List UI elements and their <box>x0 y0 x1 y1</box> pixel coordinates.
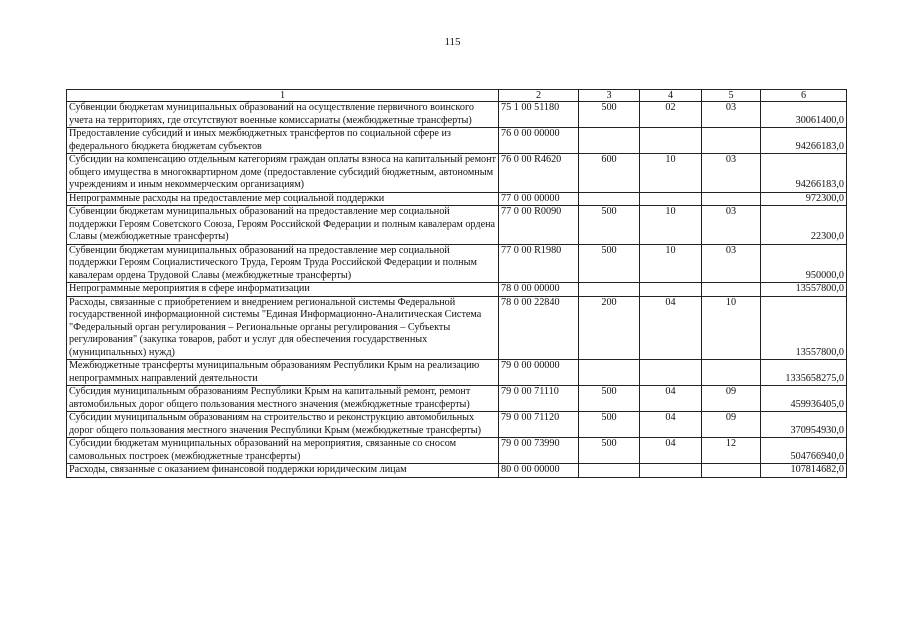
header-cell: 6 <box>761 90 847 102</box>
table-row <box>67 438 847 464</box>
cell-code: 80 0 00 00000 <box>499 464 579 478</box>
cell-section <box>640 464 702 478</box>
cell-amount: 1335658275,0 <box>761 360 847 386</box>
cell-section <box>640 283 702 297</box>
cell-name: Предоставление субсидий и иных межбюджетных трансфертов по социальной сфере из федерального бюджета бюджетам субъектов <box>67 128 499 154</box>
cell-section <box>640 192 702 206</box>
header-cell: 3 <box>579 90 640 102</box>
cell-amount: 94266183,0 <box>761 154 847 193</box>
cell-group: 500 <box>579 438 640 464</box>
table-row <box>67 192 847 206</box>
cell-code: 78 0 00 22840 <box>499 296 579 360</box>
cell-name: Субвенции бюджетам муниципальных образований на предоставление мер социальной поддержки Героям Советского Союза, Героям Российской Федерации и полным кавалерам ордена Славы (межбюджетные трансферты) <box>67 206 499 245</box>
cell-code: 79 0 00 71120 <box>499 412 579 438</box>
cell-group: 500 <box>579 412 640 438</box>
cell-group <box>579 283 640 297</box>
header-cell: 4 <box>640 90 702 102</box>
cell-group: 500 <box>579 244 640 283</box>
cell-name: Непрограммные мероприятия в сфере информатизации <box>67 283 499 297</box>
cell-subsection: 03 <box>702 244 761 283</box>
cell-code: 78 0 00 00000 <box>499 283 579 297</box>
cell-amount: 504766940,0 <box>761 438 847 464</box>
cell-section: 04 <box>640 438 702 464</box>
cell-code: 79 0 00 71110 <box>499 386 579 412</box>
cell-code: 75 1 00 51180 <box>499 102 579 128</box>
cell-amount: 107814682,0 <box>761 464 847 478</box>
cell-subsection: 09 <box>702 386 761 412</box>
cell-subsection <box>702 128 761 154</box>
header-cell: 2 <box>499 90 579 102</box>
cell-subsection <box>702 360 761 386</box>
table-row <box>67 464 847 478</box>
cell-amount: 30061400,0 <box>761 102 847 128</box>
cell-subsection: 12 <box>702 438 761 464</box>
cell-amount: 22300,0 <box>761 206 847 245</box>
cell-group <box>579 192 640 206</box>
cell-amount: 950000,0 <box>761 244 847 283</box>
cell-name: Расходы, связанные с приобретением и внедрением региональной системы Федеральной государственной информационной системы "Единая Информационно-Аналитическая Система "Федеральный орган регулирования – Региональные органы регулирования – Субъекты регулирования" (закупка товаров, работ и услуг для обеспечения государственных (муниципальных) нужд) <box>67 296 499 360</box>
cell-subsection: 09 <box>702 412 761 438</box>
cell-name: Субсидия муниципальным образованиям Республики Крым на капитальный ремонт, ремонт автомобильных дорог общего пользования местного значения (межбюджетные трансферты) <box>67 386 499 412</box>
cell-amount: 459936405,0 <box>761 386 847 412</box>
cell-subsection: 03 <box>702 102 761 128</box>
cell-group <box>579 360 640 386</box>
cell-amount: 94266183,0 <box>761 128 847 154</box>
cell-group: 500 <box>579 386 640 412</box>
header-cell: 5 <box>702 90 761 102</box>
cell-amount: 13557800,0 <box>761 283 847 297</box>
cell-subsection: 10 <box>702 296 761 360</box>
cell-group: 200 <box>579 296 640 360</box>
cell-amount: 13557800,0 <box>761 296 847 360</box>
cell-section <box>640 360 702 386</box>
cell-code: 76 0 00 R4620 <box>499 154 579 193</box>
cell-section <box>640 128 702 154</box>
cell-group: 500 <box>579 206 640 245</box>
cell-code: 77 0 00 00000 <box>499 192 579 206</box>
table-row <box>67 283 847 297</box>
cell-code: 77 0 00 R0090 <box>499 206 579 245</box>
table-body <box>67 90 847 478</box>
cell-section: 04 <box>640 412 702 438</box>
table-row <box>67 296 847 360</box>
cell-code: 79 0 00 00000 <box>499 360 579 386</box>
cell-name: Расходы, связанные с оказанием финансовой поддержки юридическим лицам <box>67 464 499 478</box>
table-row <box>67 102 847 128</box>
cell-code: 77 0 00 R1980 <box>499 244 579 283</box>
cell-name: Непрограммные расходы на предоставление мер социальной поддержки <box>67 192 499 206</box>
table-row <box>67 154 847 193</box>
cell-subsection: 03 <box>702 206 761 245</box>
cell-name: Субсидии на компенсацию отдельным категориям граждан оплаты взноса на капитальный ремонт общего имущества в многоквартирном доме (предоставление субсидий бюджетным, автономным учреждениям и иным некоммерческим организациям) <box>67 154 499 193</box>
cell-section: 10 <box>640 244 702 283</box>
cell-name: Субсидии бюджетам муниципальных образований на мероприятия, связанные со сносом самовольных построек (межбюджетные трансферты) <box>67 438 499 464</box>
cell-name: Субвенции бюджетам муниципальных образований на предоставление мер социальной поддержки Героям Социалистического Труда, Героям Труда Российской Федерации и полным кавалерам ордена Трудовой Славы (межбюджетные трансферты) <box>67 244 499 283</box>
cell-code: 76 0 00 00000 <box>499 128 579 154</box>
cell-amount: 370954930,0 <box>761 412 847 438</box>
cell-name: Субсидии муниципальным образованиям на строительство и реконструкцию автомобильных дорог общего пользования местного значения Республики Крым (межбюджетные трансферты) <box>67 412 499 438</box>
page-number: 115 <box>444 36 461 48</box>
cell-section: 02 <box>640 102 702 128</box>
cell-name: Межбюджетные трансферты муниципальным образованиям Республики Крым на реализацию непрограммных направлений деятельности <box>67 360 499 386</box>
table-row <box>67 128 847 154</box>
cell-subsection <box>702 192 761 206</box>
cell-group: 500 <box>579 102 640 128</box>
cell-group <box>579 128 640 154</box>
table-row <box>67 412 847 438</box>
cell-group: 600 <box>579 154 640 193</box>
cell-subsection: 03 <box>702 154 761 193</box>
cell-name: Субвенции бюджетам муниципальных образований на осуществление первичного воинского учета на территориях, где отсутствуют военные комиссариаты (межбюджетные трансферты) <box>67 102 499 128</box>
table-row <box>67 386 847 412</box>
cell-section: 10 <box>640 154 702 193</box>
table-row <box>67 244 847 283</box>
table-header-row <box>67 90 847 102</box>
cell-section: 10 <box>640 206 702 245</box>
header-cell: 1 <box>67 90 499 102</box>
table-row <box>67 360 847 386</box>
cell-subsection <box>702 283 761 297</box>
budget-table <box>66 89 847 478</box>
cell-section: 04 <box>640 296 702 360</box>
cell-section: 04 <box>640 386 702 412</box>
cell-subsection <box>702 464 761 478</box>
cell-code: 79 0 00 73990 <box>499 438 579 464</box>
cell-amount: 972300,0 <box>761 192 847 206</box>
table-row <box>67 206 847 245</box>
cell-group <box>579 464 640 478</box>
